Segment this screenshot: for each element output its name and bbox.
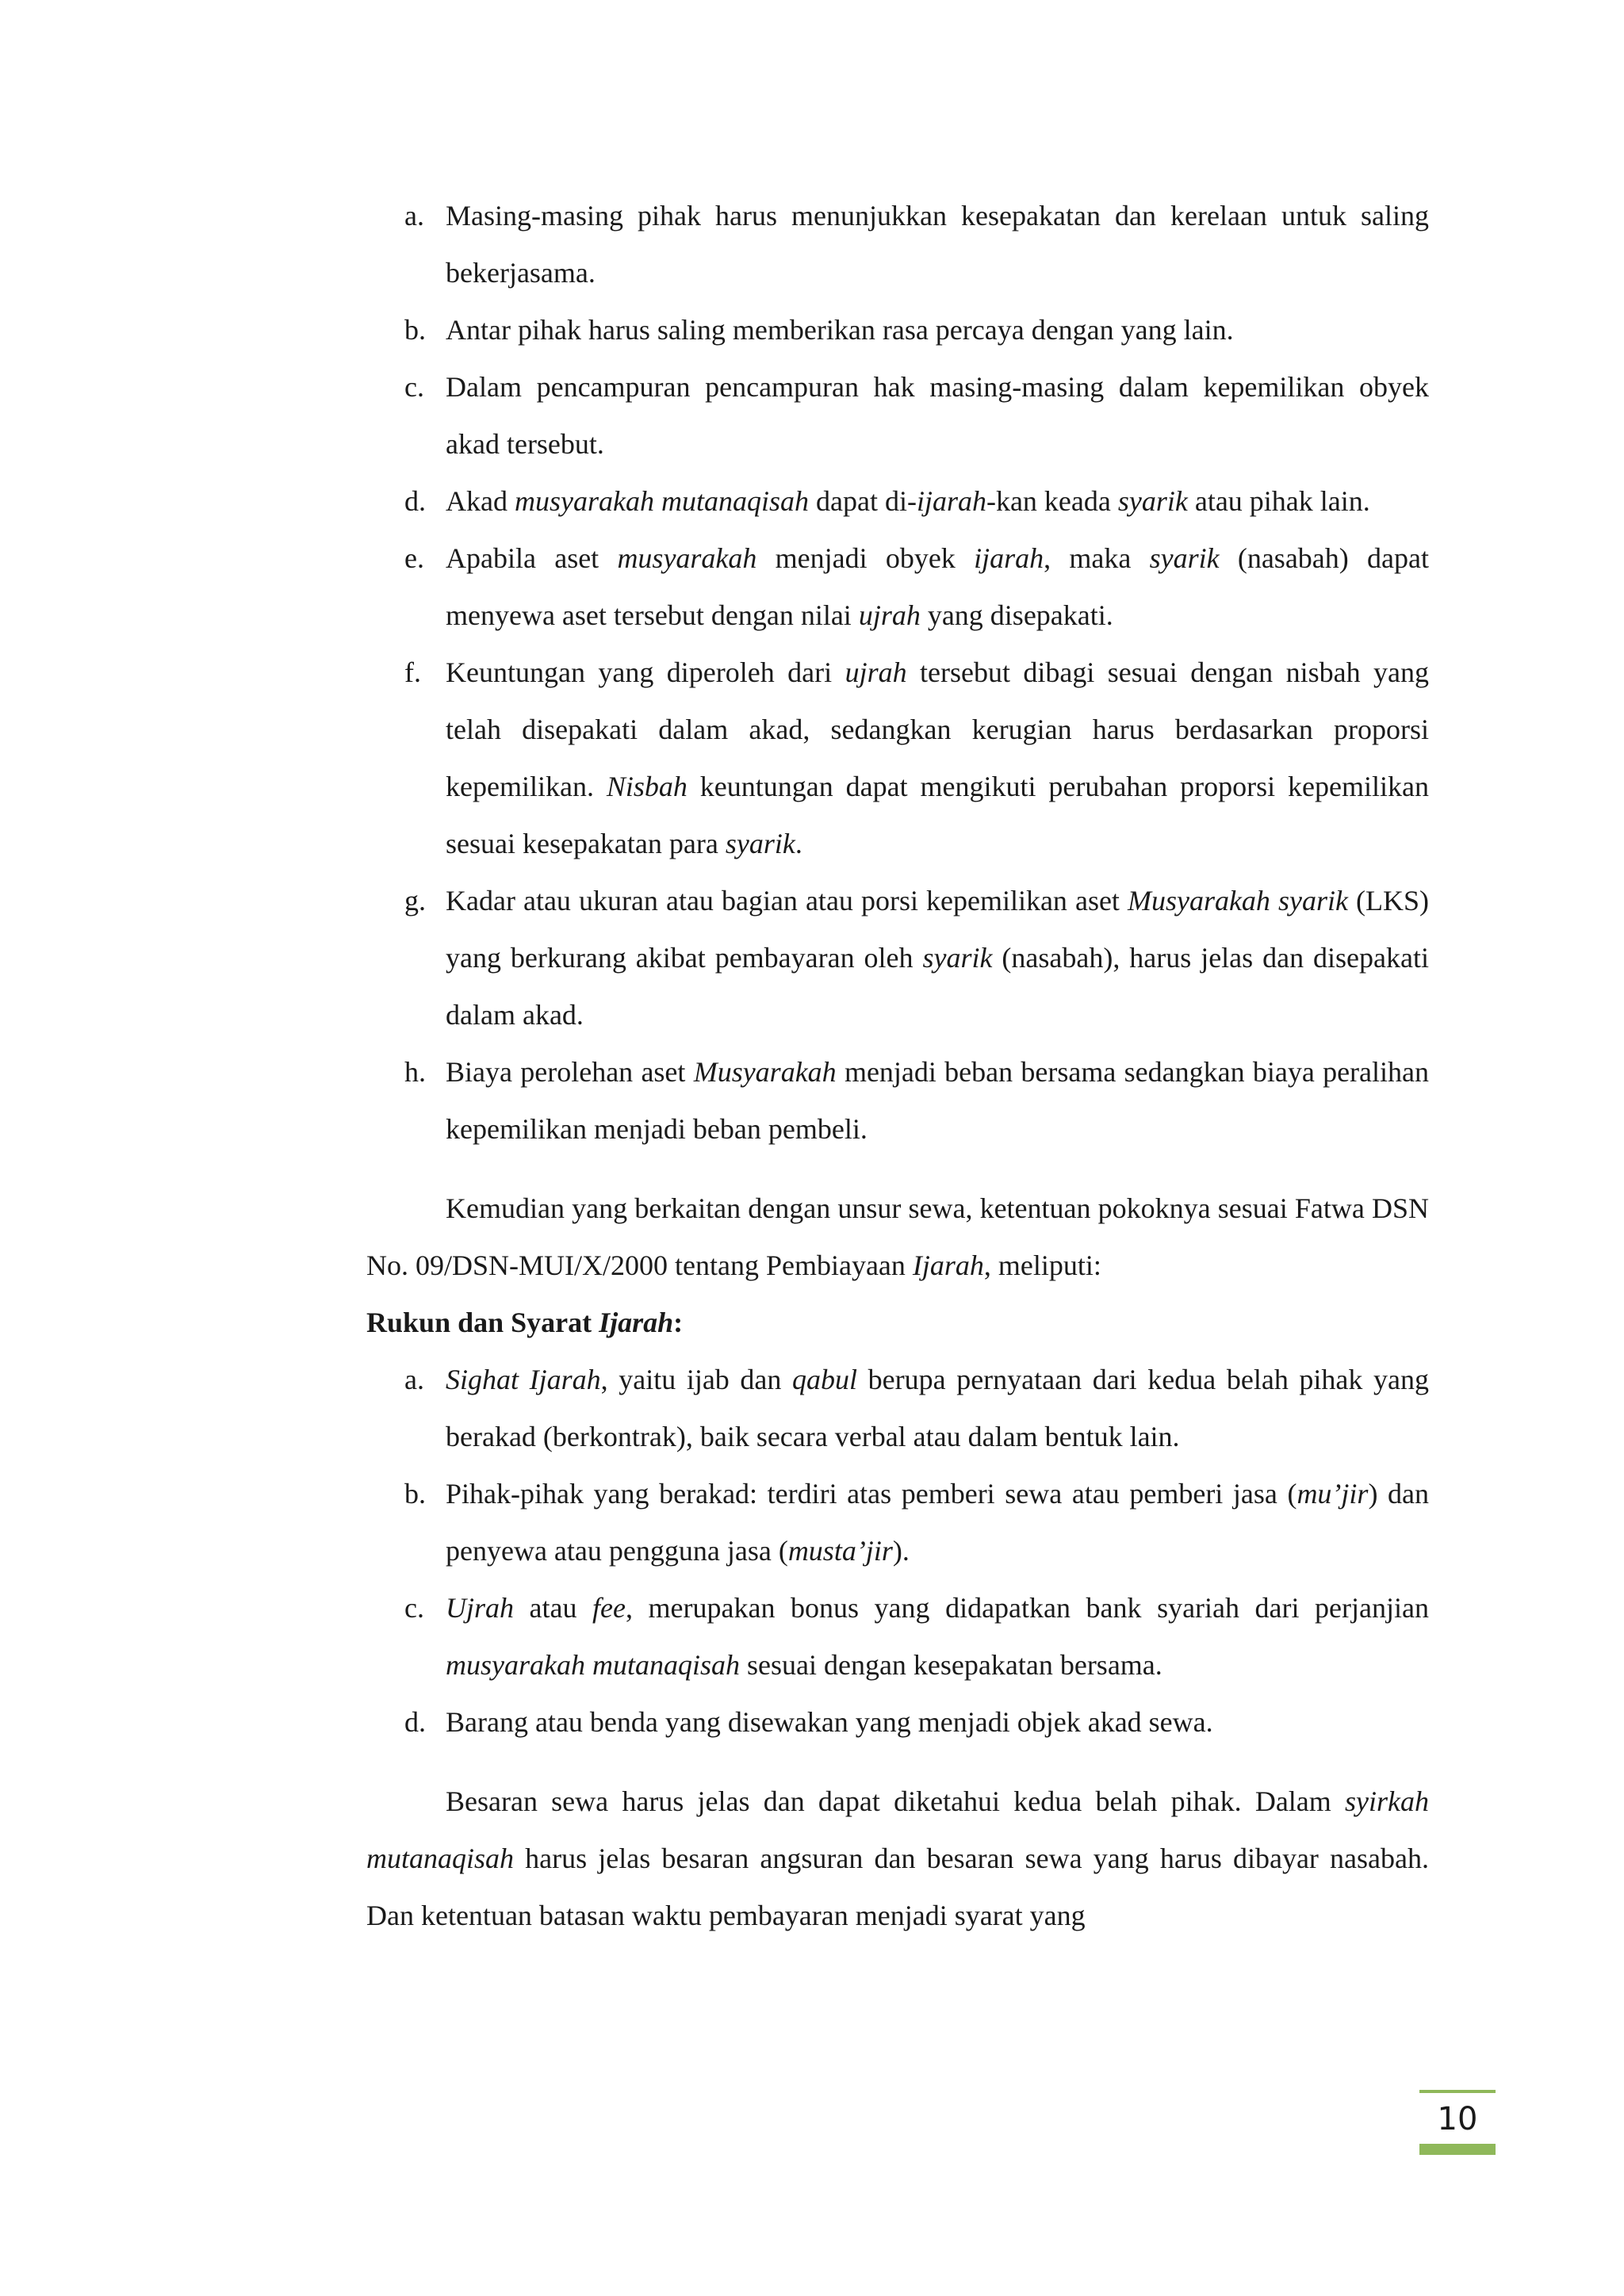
list-item <box>366 644 1429 872</box>
list-item <box>366 530 1429 644</box>
italic-term: Nisbah <box>606 771 688 802</box>
list-item-text <box>446 1706 1213 1738</box>
list-item-text <box>446 314 1234 346</box>
spacer <box>366 1158 1429 1180</box>
list-item-text <box>446 542 1429 631</box>
italic-term: musta’jir <box>787 1535 893 1567</box>
italic-term: ijarah <box>974 542 1044 574</box>
text-run: harus jelas besaran angsuran dan besaran sewa yang harus dibayar nasabah. Dan ketentuan batasan waktu pembayaran menjadi syarat yang <box>366 1843 1429 1931</box>
list-marker: b. <box>404 314 426 346</box>
text-run: Besaran sewa harus jelas dan dapat diketahui kedua belah pihak. Dalam <box>446 1785 1346 1817</box>
list-item <box>366 872 1429 1043</box>
list-item <box>366 301 1429 358</box>
text-run: Kadar atau ukuran atau bagian atau porsi kepemilikan aset <box>446 885 1128 916</box>
italic-term: musyarakah mutanaqisah <box>446 1649 740 1681</box>
text-run: Kemudian yang berkaitan dengan unsur sewa, ketentuan pokoknya sesuai Fatwa DSN No. 09/DSN-MUI/X/2000 tentang Pembiayaan <box>366 1192 1429 1281</box>
text-run: Masing-masing pihak harus menunjukkan kesepakatan dan kerelaan untuk saling bekerjasama. <box>446 200 1429 289</box>
italic-term: syarik <box>725 828 795 859</box>
list-item-text <box>446 485 1370 517</box>
italic-term: fee <box>592 1592 626 1624</box>
list-marker: e. <box>404 542 424 574</box>
text-run: , merupakan bonus yang didapatkan bank syariah dari perjanjian <box>626 1592 1429 1624</box>
list-item <box>366 1579 1429 1693</box>
italic-term: Musyarakah syarik <box>1127 885 1348 916</box>
italic-term: mu’jir <box>1297 1478 1369 1510</box>
footer-rule-top <box>1419 2090 1496 2093</box>
list-item <box>366 473 1429 530</box>
italic-term: Ijarah <box>912 1249 984 1281</box>
heading-prefix: Rukun dan Syarat <box>366 1307 599 1338</box>
list-item-text <box>446 1056 1429 1145</box>
list-item-text <box>446 1478 1429 1567</box>
list-marker: h. <box>404 1056 426 1088</box>
italic-term: syirkah mutanaqisah <box>366 1785 1429 1874</box>
text-run: Pihak-pihak yang berakad: terdiri atas pemberi sewa atau pemberi jasa ( <box>446 1478 1297 1510</box>
text-run: ) dan penyewa atau pengguna jasa ( <box>446 1478 1429 1567</box>
list-marker: a. <box>404 200 424 232</box>
italic-term: Musyarakah <box>693 1056 837 1088</box>
heading-italic: Ijarah <box>599 1307 674 1338</box>
text-run: dapat di- <box>808 485 917 517</box>
text-run: Akad <box>446 485 515 517</box>
requirements-list <box>366 187 1429 1158</box>
paragraph-besaran-sewa <box>366 1773 1429 1944</box>
list-marker: f. <box>404 656 421 688</box>
text-run: Apabila aset <box>446 542 618 574</box>
text-run: Antar pihak harus saling memberikan rasa percaya dengan yang lain. <box>446 314 1234 346</box>
text-run: tersebut dibagi sesuai dengan nisbah yang telah disepakati dalam akad, sedangkan kerugian harus berdasarkan proporsi kepemilikan. <box>446 656 1429 802</box>
text-run: Biaya perolehan aset <box>446 1056 694 1088</box>
list-item <box>366 1351 1429 1465</box>
text-run: (nasabah), harus jelas dan disepakati dalam akad. <box>446 942 1429 1031</box>
italic-term: qabul <box>792 1364 858 1395</box>
text-run: , meliputi: <box>983 1249 1101 1281</box>
list-item-text <box>446 200 1429 289</box>
page-number: 10 <box>1437 2101 1478 2137</box>
text-run: Keuntungan yang diperoleh dari <box>446 656 845 688</box>
text-run: menjadi obyek <box>756 542 975 574</box>
body-text <box>366 187 1429 1944</box>
text-run: yang disepakati. <box>920 599 1113 631</box>
list-marker: a. <box>404 1364 424 1395</box>
text-run: Dalam pencampuran pencampuran hak masing-masing dalam kepemilikan obyek akad tersebut. <box>446 371 1429 460</box>
list-item <box>366 187 1429 301</box>
text-run: keuntungan dapat mengikuti perubahan proporsi kepemilikan sesuai kesepakatan para <box>446 771 1429 859</box>
list-item-text <box>446 371 1429 460</box>
italic-term: syarik <box>1117 485 1188 517</box>
text-run: menjadi beban bersama sedangkan biaya peralihan kepemilikan menjadi beban pembeli. <box>446 1056 1430 1145</box>
list-marker: d. <box>404 485 426 517</box>
heading-suffix: : <box>673 1307 684 1338</box>
italic-term: ujrah <box>858 599 921 631</box>
italic-term: Ujrah <box>446 1592 515 1624</box>
italic-term: syarik <box>1149 542 1220 574</box>
list-marker: c. <box>404 1592 424 1624</box>
text-run: , yaitu ijab dan <box>600 1364 793 1395</box>
text-run: (nasabah) dapat menyewa aset tersebut dengan nilai <box>446 542 1429 631</box>
text-run: ). <box>892 1535 910 1567</box>
text-run: Barang atau benda yang disewakan yang menjadi objek akad sewa. <box>446 1706 1213 1738</box>
footer-rule-bottom <box>1419 2144 1496 2155</box>
list-item <box>366 1693 1429 1751</box>
text-run: atau pihak lain. <box>1187 485 1370 517</box>
spacer <box>366 1751 1429 1773</box>
text-run: berupa pernyataan dari kedua belah pihak yang berakad (berkontrak), baik secara verbal atau dalam bentuk lain. <box>446 1364 1429 1452</box>
list-item-text <box>446 885 1429 1031</box>
italic-term: ujrah <box>845 656 907 688</box>
list-marker: d. <box>404 1706 426 1738</box>
paragraph-sewa <box>366 1180 1429 1294</box>
list-marker: b. <box>404 1478 426 1510</box>
list-item-text <box>446 1592 1429 1681</box>
text-run: -kan keada <box>986 485 1118 517</box>
list-item <box>366 1043 1429 1158</box>
italic-term: Sighat Ijarah <box>446 1364 601 1395</box>
italic-term: musyarakah mutanaqisah <box>514 485 809 517</box>
list-item <box>366 358 1429 473</box>
section-heading <box>366 1294 1429 1351</box>
rukun-list <box>366 1351 1429 1751</box>
text-run: . <box>795 828 802 859</box>
list-marker: g. <box>404 885 426 916</box>
text-run: (LKS) yang berkurang akibat pembayaran oleh <box>446 885 1429 974</box>
text-run: sesuai dengan kesepakatan bersama. <box>740 1649 1162 1681</box>
italic-term: syarik <box>922 942 993 974</box>
text-run: , maka <box>1044 542 1150 574</box>
italic-term: ijarah <box>916 485 986 517</box>
list-item-text <box>446 1364 1429 1452</box>
list-marker: c. <box>404 371 424 403</box>
text-run: atau <box>514 1592 593 1624</box>
list-item-text <box>446 656 1429 859</box>
list-item <box>366 1465 1429 1579</box>
italic-term: musyarakah <box>617 542 757 574</box>
